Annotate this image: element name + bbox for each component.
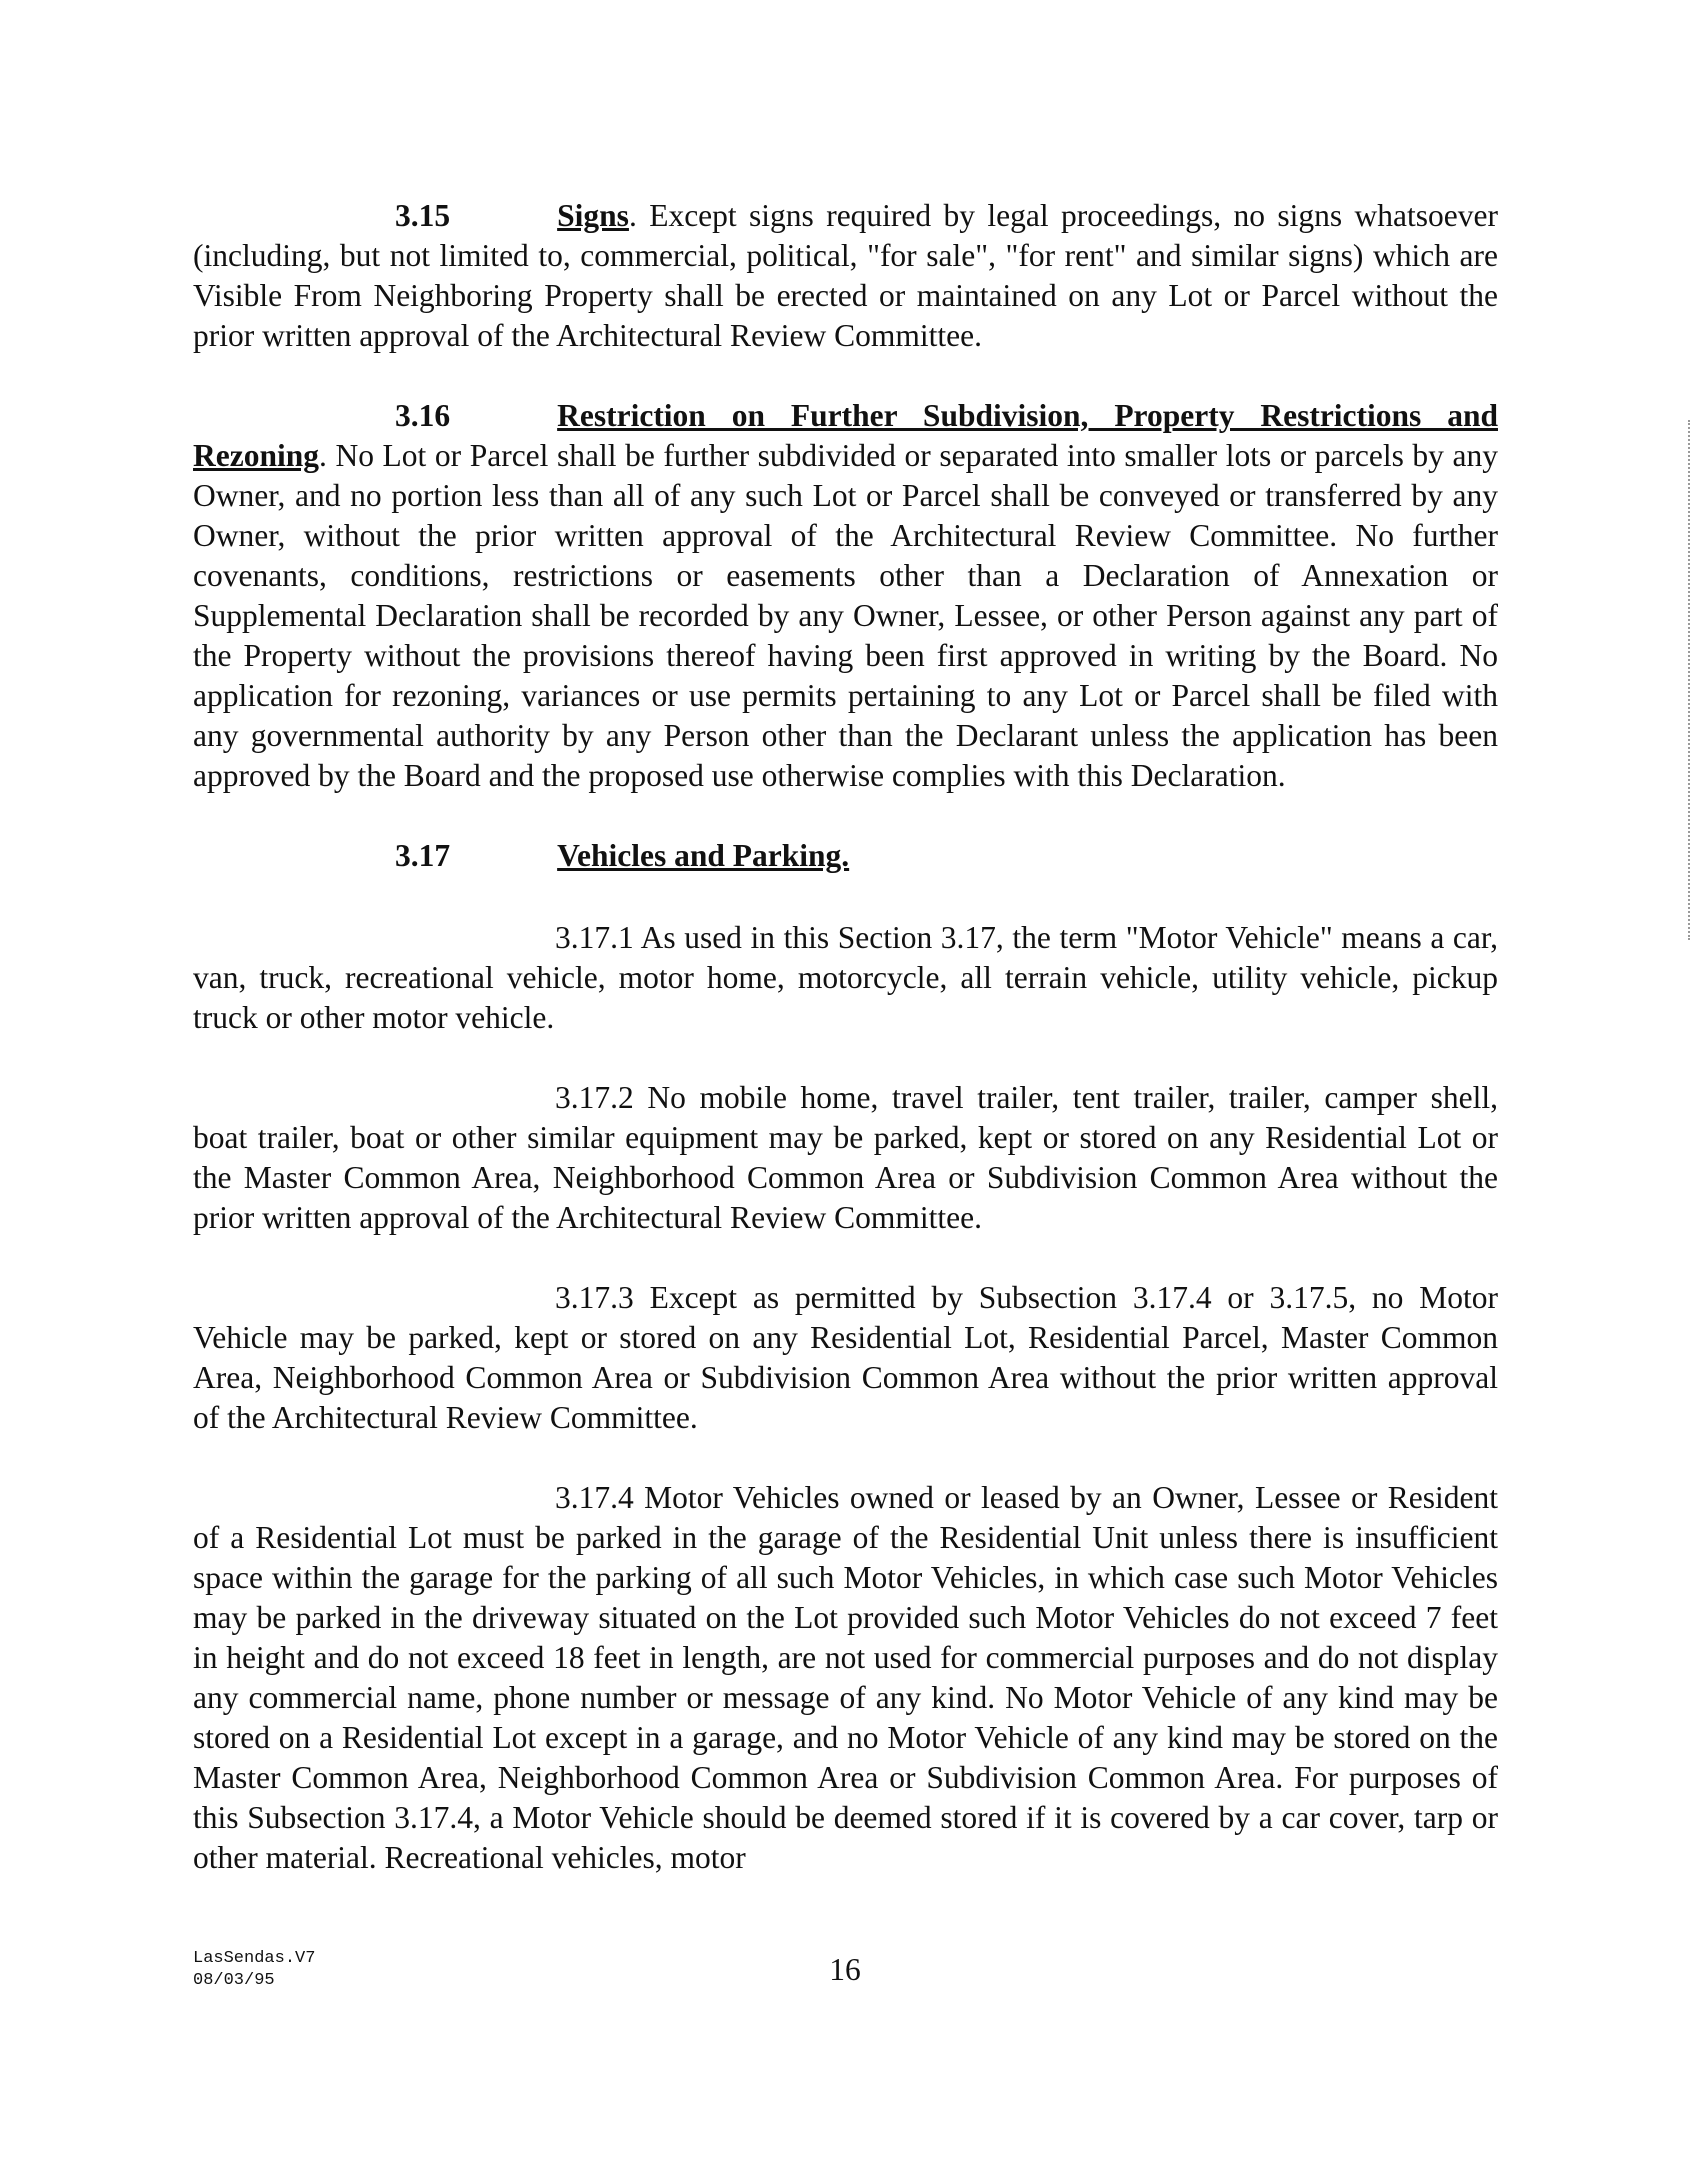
section-body: . Except signs required by legal proceedings, no signs whatsoever (including, but not limited to, commercial, political, "for sale", "for rent" and similar signs) which are Visible From Neighboring Property shall be erected or maintained on any Lot or Parcel without the prior written approval of the Architectural Review Committee. <box>193 198 1498 353</box>
section-number: 3.15 <box>395 198 451 233</box>
section-body: . No Lot or Parcel shall be further subdivided or separated into smaller lots or parcels by any Owner, and no portion less than all of any such Lot or Parcel shall be conveyed or transferred by any Owner, without the prior written approval of the Architectural Review Committee. No further covenants, conditions, restrictions or easements other than a Declaration of Annexation or Supplemental Declaration shall be recorded by any Owner, Lessee, or other Person against any part of the Property without the provisions thereof having been first approved in writing by the Board. No application for rezoning, variances or use permits pertaining to any Lot or Parcel shall be filed with any governmental authority by any Person other than the Declarant unless the application has been approved by the Board and the proposed use otherwise complies with this Declaration. <box>193 438 1498 793</box>
section-heading: Signs <box>557 198 629 233</box>
subsection-body: 3.17.4 Motor Vehicles owned or leased by an Owner, Lessee or Resident of a Residential Lot must be parked in the garage of the Residential Unit unless there is insufficient space within the garage for the parking of all such Motor Vehicles, in which case such Motor Vehicles may be parked in the driveway situated on the Lot provided such Motor Vehicles do not exceed 7 feet in height and do not exceed 18 feet in length, are not used for commercial purposes and do not display any commercial name, phone number or message of any kind. No Motor Vehicle of any kind may be stored on a Residential Lot except in a garage, and no Motor Vehicle of any kind may be stored on the Master Common Area, Neighborhood Common Area or Subdivision Common Area. For purposes of this Subsection 3.17.4, a Motor Vehicle should be deemed stored if it is covered by a car cover, tarp or other material. Recreational vehicles, motor <box>193 1480 1498 1875</box>
section-number: 3.16 <box>395 398 451 433</box>
document-date: 08/03/95 <box>193 1971 275 1990</box>
scan-edge-mark <box>1688 420 1692 940</box>
subsection-3-17-3 <box>193 1278 1498 1438</box>
section-3-16 <box>193 396 1498 796</box>
subsection-3-17-2 <box>193 1078 1498 1238</box>
subsection-3-17-4 <box>193 1478 1498 1878</box>
subsection-body: 3.17.3 Except as permitted by Subsection 3.17.4 or 3.17.5, no Motor Vehicle may be parked, kept or stored on any Residential Lot, Residential Parcel, Master Common Area, Neighborhood Common Area or Subdivision Common Area without the prior written approval of the Architectural Review Committee. <box>193 1280 1498 1435</box>
section-heading: Vehicles and Parking. <box>557 838 850 873</box>
subsection-3-17-1 <box>193 918 1498 1038</box>
subsection-body: 3.17.2 No mobile home, travel trailer, tent trailer, trailer, camper shell, boat trailer, boat or other similar equipment may be parked, kept or stored on any Residential Lot or the Master Common Area, Neighborhood Common Area or Subdivision Common Area without the prior written approval of the Architectural Review Committee. <box>193 1080 1498 1235</box>
document-id: LasSendas.V7 <box>193 1949 316 1968</box>
subsection-body: 3.17.1 As used in this Section 3.17, the term "Motor Vehicle" means a car, van, truck, recreational vehicle, motor home, motorcycle, all terrain vehicle, utility vehicle, pickup truck or other motor vehicle. <box>193 920 1498 1035</box>
section-number: 3.17 <box>395 838 451 873</box>
section-3-15 <box>193 196 1498 356</box>
section-heading: Restriction on Further Subdivision, Property Restrictions and Rezoning <box>193 398 1498 473</box>
document-footer-code <box>193 1948 315 1992</box>
page-number: 16 <box>829 1952 861 1987</box>
section-3-17 <box>193 836 1498 876</box>
